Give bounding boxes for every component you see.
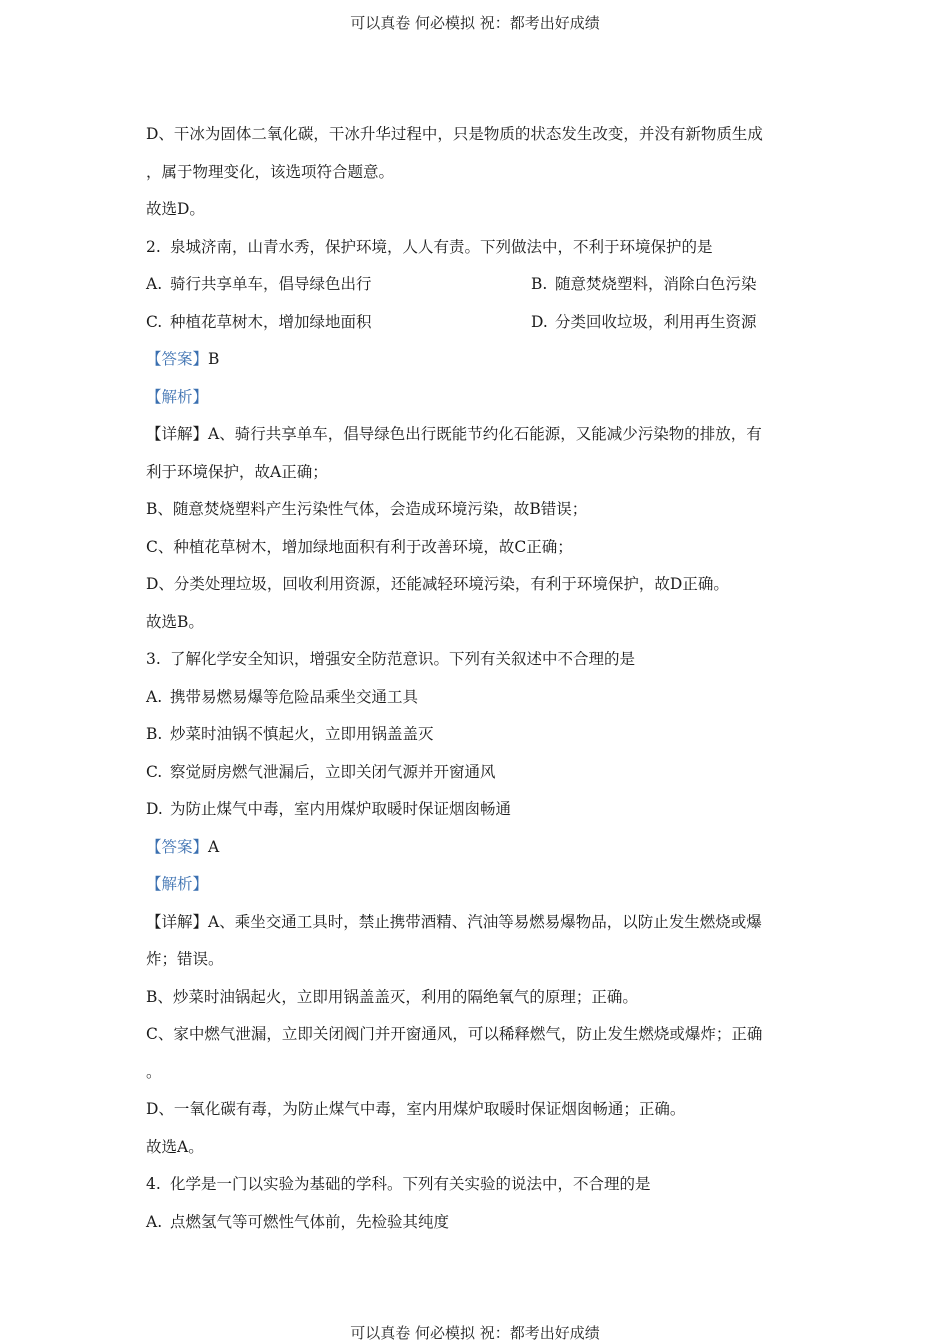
page-header: 可以真卷 何必模拟 祝：都考出好成绩: [350, 14, 600, 32]
q3-detail-c-line2: 。: [146, 1062, 162, 1081]
q2-detail-line2: 利于环境保护，故A正确；: [146, 462, 328, 481]
answer-tag: 【答案】: [146, 837, 209, 856]
q1-option-d-explanation-line2: ，属于物理变化，该选项符合题意。: [146, 162, 395, 181]
q3-option-a: A. 携带易燃易爆等危险品乘坐交通工具: [146, 687, 419, 706]
q2-detail-b: B、随意焚烧塑料产生污染性气体，会造成环境污染，故B错误；: [146, 500, 588, 518]
q2-number: 2.: [146, 237, 161, 256]
analysis-tag: 【解析】: [146, 875, 209, 893]
answer-tag: 【答案】: [146, 350, 209, 368]
q3-analysis: [146, 871, 816, 909]
q1-choice: 故选D。: [146, 200, 205, 218]
q2-option-a: A. 骑行共享单车，倡导绿色出行: [146, 275, 372, 293]
q2-options-row-2: [146, 309, 816, 347]
q3-detail-line2: 炸；错误。: [146, 950, 224, 968]
q3-detail-c-line1: C、家中燃气泄漏，立即关闭阀门并开窗通风，可以稀释燃气，防止发生燃烧或爆炸；正确: [146, 1025, 763, 1043]
detail-tag: 【详解】: [146, 425, 209, 443]
q3-option-c: C. 察觉厨房燃气泄漏后，立即关闭气源并开窗通风: [146, 762, 496, 781]
q2-option-d: D. 分类回收垃圾，利用再生资源: [531, 312, 757, 331]
q2-choice: 故选B。: [146, 612, 204, 631]
q3-detail-line1: 【详解】A、乘坐交通工具时，禁止携带酒精、汽油等易燃易爆物品，以防止发生燃烧或爆: [146, 912, 762, 931]
q2-answer: [146, 346, 816, 384]
q2-option-c: C. 种植花草树木，增加绿地面积: [146, 312, 372, 331]
q3-option-b: B. 炒菜时油锅不慎起火，立即用锅盖盖灭: [146, 725, 434, 743]
q3-choice: 故选A。: [146, 1137, 204, 1156]
q2-option-b: B. 随意焚烧塑料，消除白色污染: [531, 275, 757, 293]
q4-option-a: A. 点燃氢气等可燃性气体前，先检验其纯度: [146, 1212, 450, 1231]
q3-stem: [146, 646, 816, 684]
q4-stem: [146, 1171, 816, 1209]
analysis-tag: 【解析】: [146, 387, 209, 406]
q4-number: 4.: [146, 1175, 161, 1193]
q2-answer-value: B: [208, 350, 220, 368]
q3-answer: [146, 834, 816, 872]
q2-detail-c: C、种植花草树木，增加绿地面积有利于改善环境，故C正确；: [146, 537, 573, 556]
page-content: [146, 121, 816, 1246]
q3-answer-value: A: [208, 837, 220, 856]
q4-stem-text: 化学是一门以实验为基础的学科。下列有关实验的说法中，不合理的是: [170, 1175, 651, 1193]
q2-analysis: [146, 384, 816, 422]
q2-detail-d: D、分类处理垃圾，回收利用资源，还能减轻环境污染，有利于环境保护，故D正确。: [146, 575, 729, 593]
q2-stem: [146, 234, 816, 272]
q3-detail-d: D、一氧化碳有毒，为防止煤气中毒，室内用煤炉取暖时保证烟囱畅通；正确。: [146, 1100, 686, 1118]
q3-number: 3.: [146, 650, 161, 668]
detail-tag: 【详解】: [146, 912, 209, 931]
q3-option-d: D. 为防止煤气中毒，室内用煤炉取暖时保证烟囱畅通: [146, 800, 512, 818]
q2-detail-line1: 【详解】A、骑行共享单车，倡导绿色出行既能节约化石能源，又能减少污染物的排放，有: [146, 425, 762, 443]
page-footer: 可以真卷 何必模拟 祝：都考出好成绩: [350, 1324, 600, 1342]
q1-option-d-explanation-line1: D、干冰为固体二氧化碳，干冰升华过程中，只是物质的状态发生改变，并没有新物质生成: [146, 125, 763, 143]
q2-options-row-1: [146, 271, 816, 309]
q2-stem-text: 泉城济南，山青水秀，保护环境，人人有责。下列做法中，不利于环境保护的是: [170, 237, 713, 256]
q3-detail-b: B、炒菜时油锅起火，立即用锅盖盖灭，利用的隔绝氧气的原理；正确。: [146, 987, 638, 1006]
q3-stem-text: 了解化学安全知识，增强安全防范意识。下列有关叙述中不合理的是: [170, 650, 636, 668]
